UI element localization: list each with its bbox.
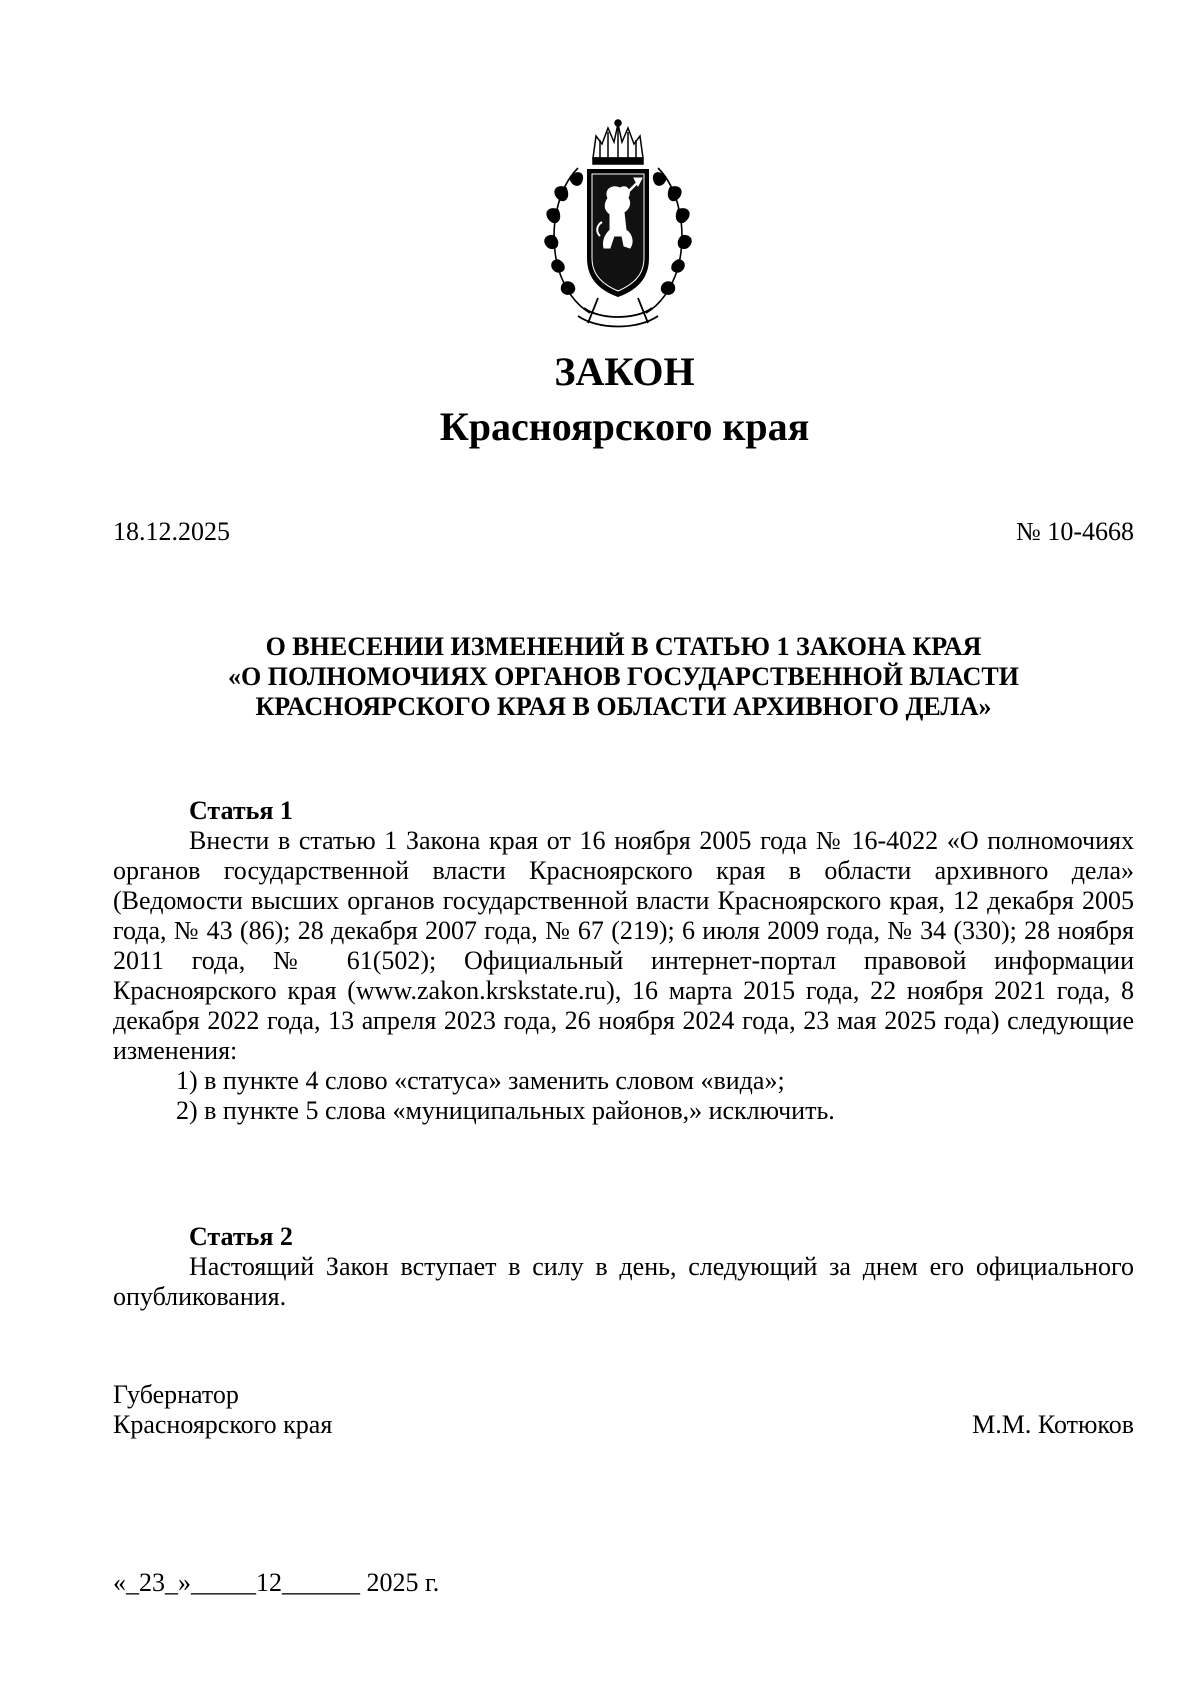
article-1 — [113, 796, 1134, 1126]
signatory-position-line: Красноярского края — [113, 1410, 333, 1439]
law-heading-line: КРАСНОЯРСКОГО КРАЯ В ОБЛАСТИ АРХИВНОГО ДЕЛА» — [255, 692, 992, 721]
signatory-position — [113, 1380, 332, 1440]
signatory-name: М.М. Котюков — [972, 1410, 1134, 1439]
law-heading — [113, 632, 1134, 722]
article-2-title: Статья 2 — [189, 1222, 293, 1251]
law-heading-line: О ВНЕСЕНИИ ИЗМЕНЕНИЙ В СТАТЬЮ 1 ЗАКОНА КРАЯ — [265, 632, 982, 661]
article-1-item: 2) в пункте 5 слова «муниципальных районов,» исключить. — [176, 1096, 835, 1125]
law-date: 18.12.2025 — [113, 517, 230, 546]
article-1-text: Внести в статью 1 Закона края от 16 ноября 2005 года № 16-4022 «О полномочиях органов государственной власти Красноярского края в области архивного дела» (Ведомости высших органов государственной власти Красноярского края, 12 декабря 2005 года, № 43 (86); 28 декабря 2007 года, № 67 (219); 6 июля 2009 года, № 34 (330); 28 ноября 2011 года, № 61(502); Официальный интернет-портал правовой информации Красноярского края (www.zakon.krskstate.ru), 16 марта 2015 года, 22 ноября 2021 года, 8 декабря 2022 года, 13 апреля 2023 года, 26 ноября 2024 года, 23 мая 2025 года) следующие изменения: — [113, 826, 1134, 1065]
article-2-text: Настоящий Закон вступает в силу в день, следующий за днем его официального опубликования. — [113, 1252, 1134, 1311]
article-1-item: 1) в пункте 4 слово «статуса» заменить словом «вида»; — [176, 1066, 785, 1095]
article-2 — [113, 1222, 1134, 1312]
signature-date: «_23_»_____12______ 2025 г. — [113, 1568, 440, 1597]
document-title: ЗАКОН — [554, 349, 695, 394]
law-heading-line: «О ПОЛНОМОЧИЯХ ОРГАНОВ ГОСУДАРСТВЕННОЙ ВЛАСТИ — [228, 662, 1019, 691]
krasnoyarsk-coat-of-arms-icon — [538, 118, 698, 333]
signatory-position-line: Губернатор — [113, 1380, 239, 1409]
article-1-title: Статья 1 — [189, 796, 293, 825]
law-number: № 10-4668 — [1016, 517, 1134, 546]
document-subtitle: Красноярского края — [439, 404, 810, 449]
